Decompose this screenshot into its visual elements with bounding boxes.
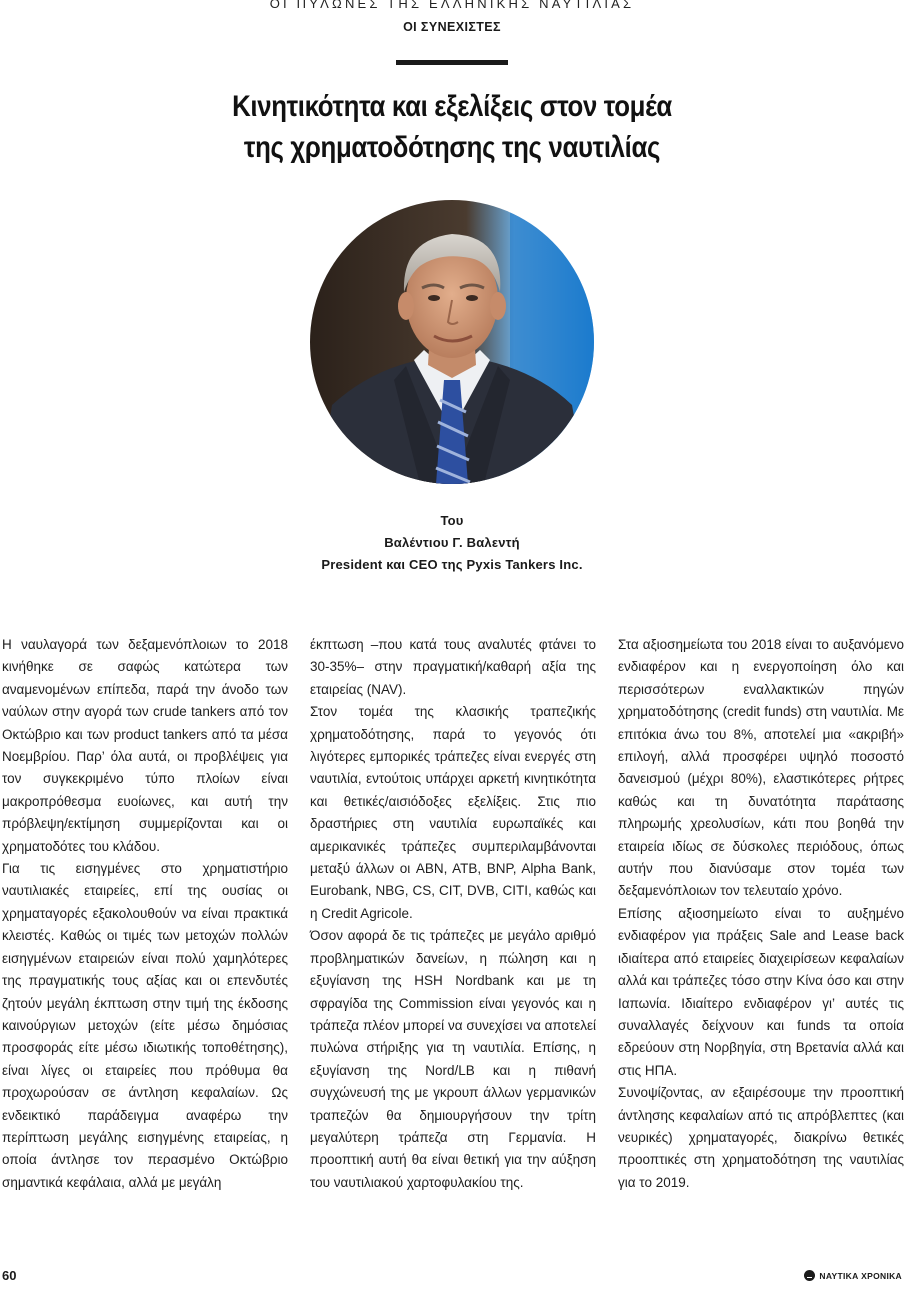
byline-role: President και CEO της Pyxis Tankers Inc. [321, 557, 583, 572]
title-line-2: της χρηματοδότησης της ναυτιλίας [243, 131, 661, 164]
byline-prefix: Του [440, 513, 464, 528]
series-subtitle: ΟΙ ΣΥΝΕΧΙΣΤΕΣ [403, 20, 501, 34]
brand-name: ΝΑΥΤΙΚΑ ΧΡΟΝΙΚΑ [819, 1270, 902, 1281]
byline-author: Βαλέντιου Γ. Βαλεντή [384, 535, 520, 550]
portrait-photo [310, 200, 594, 484]
text-column-3 [618, 634, 904, 1194]
byline [0, 510, 904, 576]
paragraph: Για τις εισηγμένες στο χρηματιστήριο ναυτιλιακές εταιρείες, επί της ουσίας οι χρηματαγορές εξακολουθούν να είναι πρακτικά κλειστές. Καθώς οι τιμές των μετοχών πολλών εισηγμένων εταιρειών είναι πολύ χαμηλότερες της πραγματικής τους αξίας και οι επενδυτές ζητούν μεγάλη έκπτωση στην τιμή της έκδοσης καινούργιων μετοχών (είτε μέσω δημόσιας προσφοράς είτε μέσω ιδιωτικής τοποθέτησης), είναι λίγες οι εταιρείες που πρόθυμα θα προχωρούσαν σε άντληση κεφαλαίων. Ως ενδεικτικό παράδειγμα αναφέρω την περίπτωση μεγάλης εισηγμένης εταιρείας, η οποία άντλησε τον περασμένο Οκτώβριο σημαντικά κεφάλαια, αλλά με μεγάλη [2, 861, 288, 1190]
paragraph: Συνοψίζοντας, αν εξαιρέσουμε την προοπτική άντλησης κεφαλαίων από τις απρόβλεπτες (και νευρικές) χρηματαγορές, διακρίνω θετικές προοπτικές στη χρηματοδότηση της ναυτιλίας για το 2019. [618, 1085, 904, 1190]
text-column-2 [310, 634, 596, 1194]
title-line-1: Κινητικότητα και εξελίξεις στον τομέα [232, 90, 672, 123]
page-number: 60 [2, 1268, 17, 1283]
paragraph: Η ναυλαγορά των δεξαμενόπλοιων το 2018 κινήθηκε σε σαφώς κατώτερα των αναμενομένων επίπεδα, παρά την άνοδο των ναύλων στην αγορά των crude tankers από τον Οκτώβριο και των product tankers από τα μέσα Νοεμβρίου. Παρ’ όλα αυτά, οι προβλέψεις για τον συγκεκριμένο τύπο πλοίων είναι μακροπρόθεσμα ευοίωνες, και αυτή την πρόβλεψη/εκτίμηση συμμερίζονται και οι χρηματοδότες του κλάδου. [2, 637, 288, 854]
paragraph: Όσον αφορά δε τις τράπεζες με μεγάλο αριθμό προβληματικών δανείων, η πώληση και η εξυγίανση της HSH Nordbank και με τη σφραγίδα της Commission είναι γεγονός και η τράπεζα πλέον μπορεί να συνεχίσει να αποτελεί πυλώνα στήριξης για τη ναυτιλία. Επίσης, η εξυγίανση της Nord/LB και η πιθανή συγχώνευσή της με γκρουπ άλλων γερμανικών τραπεζών θα δημιουργήσουν την τρίτη μεγαλύτερη τράπεζα στη Γερμανία. Η προοπτική αυτή θα είναι θετική για την αύξηση του ναυτιλιακού χαρτοφυλακίου της. [310, 928, 596, 1190]
paragraph: έκπτωση –που κατά τους αναλυτές φτάνει το 30-35%– στην πραγματική/καθαρή αξία της εταιρείας (NAV). [310, 637, 596, 697]
paragraph: Στα αξιοσημείωτα του 2018 είναι το αυξανόμενο ενδιαφέρον και η ενεργοποίηση όλο και περισσότερων εναλλακτικών πηγών χρηματοδότησης (credit funds) στη ναυτιλία. Με επιτόκια άνω του 8%, αποτελεί μια «ακριβή» επιλογή, αλλά προσφέρει υψηλό ποσοστό δανεισμού (μέχρι 80%), ελαστικότερες ρήτρες καθώς και τη δυνατότητα παράτασης πληρωμής χρεολυσίων, κάτι που βοηθά την εταιρεία ιδίως σε δύσκολες περιόδους, όπως αυτήν που διανύσαμε στον τομέα των δεξαμενόπλοιων τον τελευταίο χρόνο. [618, 637, 904, 899]
text-column-1 [2, 634, 288, 1194]
article-title [184, 86, 721, 168]
publication-brand [804, 1270, 902, 1281]
paragraph: Επίσης αξιοσημείωτο είναι το αυξημένο ενδιαφέρον για πράξεις Sale and Lease back ιδιαίτερα από εταιρείες διαχειρίσεων κεφαλαίων αλλά και τράπεζες τόσο στην Κίνα όσο και στην Ιαπωνία. Ιδιαίτερο ενδιαφέρον γι’ αυτές τις συναλλαγές δείχνουν και funds τα οποία εδρεύουν στη Νορβηγία, στη Βρετανία αλλά και στις ΗΠΑ. [618, 905, 904, 1078]
paragraph: Στον τομέα της κλασικής τραπεζικής χρηματοδότησης, παρά το γεγονός ότι λιγότερες εμπορικές τράπεζες είναι ενεργές στη ναυτιλία, εντούτοις υπάρχει αρκετή κινητικότητα και θετικές/αισιόδοξες εξελίξεις. Στις πιο δραστήριες στη ναυτιλία ευρωπαϊκές και αμερικανικές τράπεζες συμπεριλαμβάνονται μεταξύ άλλων οι ABN, ATB, BNP, Alpha Bank, Eurobank, NBG, CS, CIT, DVB, CITI, καθώς και η Credit Agricole. [310, 704, 596, 921]
author-portrait [310, 200, 594, 484]
series-title: ΟΙ ΠΥΛΩΝΕΣ ΤΗΣ ΕΛΛΗΝΙΚΗΣ ΝΑΥΤΙΛΙΑΣ [269, 0, 635, 11]
ship-logo-icon [804, 1270, 815, 1281]
header-divider [396, 60, 508, 65]
